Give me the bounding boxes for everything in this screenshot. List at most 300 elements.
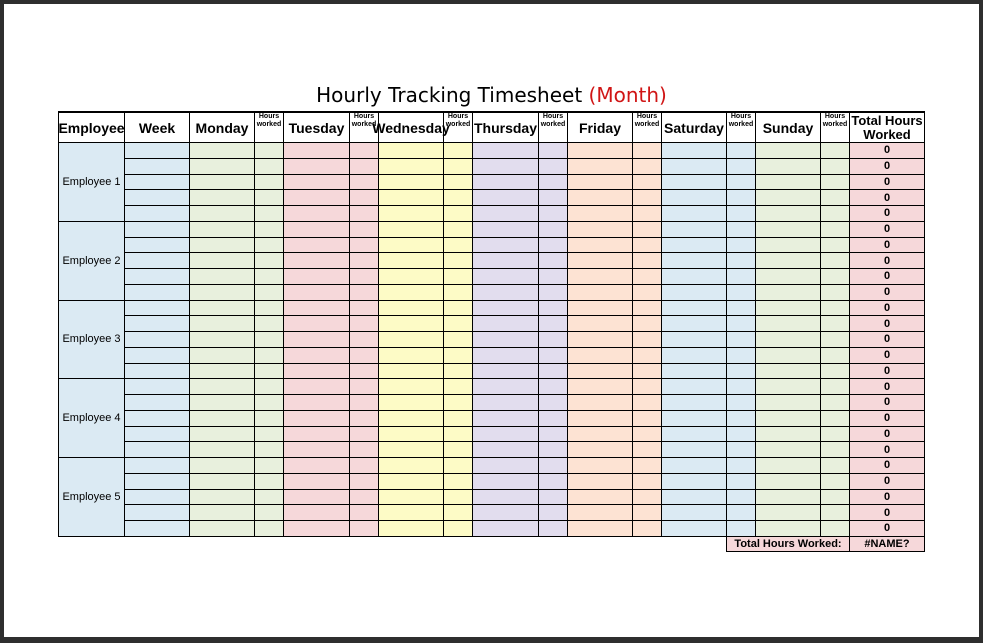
day-entry-cell[interactable]: [189, 520, 254, 536]
hours-cell[interactable]: [632, 457, 661, 473]
hours-cell[interactable]: [726, 268, 755, 284]
hours-cell[interactable]: [820, 347, 849, 363]
hours-cell[interactable]: [632, 221, 661, 237]
hours-cell[interactable]: [632, 174, 661, 190]
day-entry-cell[interactable]: [661, 504, 726, 520]
hours-cell[interactable]: [443, 347, 472, 363]
hours-cell[interactable]: [726, 174, 755, 190]
hours-cell[interactable]: [538, 520, 567, 536]
hours-cell[interactable]: [820, 457, 849, 473]
day-entry-cell[interactable]: [661, 158, 726, 174]
hours-cell[interactable]: [538, 473, 567, 489]
day-entry-cell[interactable]: [472, 426, 538, 442]
hours-cell[interactable]: [632, 142, 661, 158]
day-entry-cell[interactable]: [189, 410, 254, 426]
day-entry-cell[interactable]: [755, 394, 820, 410]
day-entry-cell[interactable]: [755, 205, 820, 221]
day-entry-cell[interactable]: [283, 473, 349, 489]
hours-cell[interactable]: [349, 378, 378, 394]
hours-cell[interactable]: [538, 205, 567, 221]
day-entry-cell[interactable]: [661, 189, 726, 205]
hours-cell[interactable]: [254, 410, 283, 426]
day-entry-cell[interactable]: [472, 457, 538, 473]
day-entry-cell[interactable]: [755, 457, 820, 473]
day-entry-cell[interactable]: [755, 221, 820, 237]
hours-cell[interactable]: [820, 284, 849, 300]
hours-cell[interactable]: [443, 426, 472, 442]
hours-cell[interactable]: [820, 252, 849, 268]
week-cell[interactable]: [124, 158, 189, 174]
day-entry-cell[interactable]: [472, 205, 538, 221]
hours-cell[interactable]: [538, 394, 567, 410]
day-entry-cell[interactable]: [661, 300, 726, 316]
week-cell[interactable]: [124, 174, 189, 190]
hours-cell[interactable]: [726, 142, 755, 158]
hours-cell[interactable]: [538, 300, 567, 316]
day-entry-cell[interactable]: [755, 441, 820, 457]
hours-cell[interactable]: [726, 315, 755, 331]
day-entry-cell[interactable]: [661, 489, 726, 505]
hours-cell[interactable]: [632, 315, 661, 331]
day-entry-cell[interactable]: [755, 237, 820, 253]
day-entry-cell[interactable]: [189, 363, 254, 379]
day-entry-cell[interactable]: [378, 284, 443, 300]
day-entry-cell[interactable]: [378, 520, 443, 536]
hours-cell[interactable]: [443, 394, 472, 410]
hours-cell[interactable]: [820, 315, 849, 331]
hours-cell[interactable]: [820, 473, 849, 489]
day-entry-cell[interactable]: [755, 315, 820, 331]
hours-cell[interactable]: [443, 378, 472, 394]
hours-cell[interactable]: [254, 378, 283, 394]
day-entry-cell[interactable]: [755, 252, 820, 268]
hours-cell[interactable]: [538, 363, 567, 379]
hours-cell[interactable]: [820, 394, 849, 410]
hours-cell[interactable]: [632, 347, 661, 363]
hours-cell[interactable]: [254, 300, 283, 316]
day-entry-cell[interactable]: [661, 284, 726, 300]
hours-cell[interactable]: [349, 426, 378, 442]
week-cell[interactable]: [124, 426, 189, 442]
hours-cell[interactable]: [254, 441, 283, 457]
hours-cell[interactable]: [349, 441, 378, 457]
day-entry-cell[interactable]: [283, 410, 349, 426]
day-entry-cell[interactable]: [472, 300, 538, 316]
week-cell[interactable]: [124, 489, 189, 505]
hours-cell[interactable]: [254, 363, 283, 379]
hours-cell[interactable]: [349, 489, 378, 505]
day-entry-cell[interactable]: [755, 174, 820, 190]
day-entry-cell[interactable]: [567, 221, 632, 237]
hours-cell[interactable]: [632, 237, 661, 253]
day-entry-cell[interactable]: [567, 363, 632, 379]
hours-cell[interactable]: [538, 504, 567, 520]
hours-cell[interactable]: [632, 158, 661, 174]
day-entry-cell[interactable]: [472, 441, 538, 457]
hours-cell[interactable]: [443, 331, 472, 347]
week-cell[interactable]: [124, 189, 189, 205]
day-entry-cell[interactable]: [567, 489, 632, 505]
day-entry-cell[interactable]: [283, 441, 349, 457]
hours-cell[interactable]: [538, 189, 567, 205]
day-entry-cell[interactable]: [661, 315, 726, 331]
week-cell[interactable]: [124, 520, 189, 536]
hours-cell[interactable]: [726, 205, 755, 221]
day-entry-cell[interactable]: [378, 363, 443, 379]
day-entry-cell[interactable]: [189, 237, 254, 253]
day-entry-cell[interactable]: [567, 205, 632, 221]
day-entry-cell[interactable]: [378, 142, 443, 158]
day-entry-cell[interactable]: [567, 410, 632, 426]
hours-cell[interactable]: [349, 315, 378, 331]
hours-cell[interactable]: [254, 473, 283, 489]
day-entry-cell[interactable]: [189, 426, 254, 442]
day-entry-cell[interactable]: [661, 410, 726, 426]
hours-cell[interactable]: [254, 347, 283, 363]
week-cell[interactable]: [124, 394, 189, 410]
week-cell[interactable]: [124, 473, 189, 489]
hours-cell[interactable]: [349, 205, 378, 221]
day-entry-cell[interactable]: [661, 237, 726, 253]
week-cell[interactable]: [124, 363, 189, 379]
day-entry-cell[interactable]: [189, 300, 254, 316]
week-cell[interactable]: [124, 300, 189, 316]
hours-cell[interactable]: [254, 520, 283, 536]
hours-cell[interactable]: [349, 504, 378, 520]
hours-cell[interactable]: [726, 331, 755, 347]
day-entry-cell[interactable]: [755, 520, 820, 536]
week-cell[interactable]: [124, 221, 189, 237]
day-entry-cell[interactable]: [283, 174, 349, 190]
hours-cell[interactable]: [443, 473, 472, 489]
hours-cell[interactable]: [443, 252, 472, 268]
day-entry-cell[interactable]: [472, 237, 538, 253]
day-entry-cell[interactable]: [283, 504, 349, 520]
hours-cell[interactable]: [632, 363, 661, 379]
hours-cell[interactable]: [254, 331, 283, 347]
hours-cell[interactable]: [254, 315, 283, 331]
hours-cell[interactable]: [349, 520, 378, 536]
hours-cell[interactable]: [726, 378, 755, 394]
hours-cell[interactable]: [820, 426, 849, 442]
hours-cell[interactable]: [726, 441, 755, 457]
day-entry-cell[interactable]: [378, 378, 443, 394]
hours-cell[interactable]: [820, 174, 849, 190]
day-entry-cell[interactable]: [472, 347, 538, 363]
hours-cell[interactable]: [538, 347, 567, 363]
day-entry-cell[interactable]: [472, 363, 538, 379]
hours-cell[interactable]: [632, 520, 661, 536]
hours-cell[interactable]: [254, 489, 283, 505]
day-entry-cell[interactable]: [472, 142, 538, 158]
week-cell[interactable]: [124, 410, 189, 426]
hours-cell[interactable]: [349, 268, 378, 284]
hours-cell[interactable]: [254, 268, 283, 284]
hours-cell[interactable]: [349, 347, 378, 363]
hours-cell[interactable]: [820, 189, 849, 205]
hours-cell[interactable]: [254, 158, 283, 174]
hours-cell[interactable]: [820, 410, 849, 426]
hours-cell[interactable]: [349, 457, 378, 473]
day-entry-cell[interactable]: [378, 457, 443, 473]
day-entry-cell[interactable]: [189, 268, 254, 284]
hours-cell[interactable]: [254, 142, 283, 158]
hours-cell[interactable]: [538, 284, 567, 300]
week-cell[interactable]: [124, 378, 189, 394]
week-cell[interactable]: [124, 284, 189, 300]
day-entry-cell[interactable]: [189, 284, 254, 300]
day-entry-cell[interactable]: [283, 315, 349, 331]
hours-cell[interactable]: [820, 221, 849, 237]
hours-cell[interactable]: [820, 142, 849, 158]
hours-cell[interactable]: [538, 158, 567, 174]
hours-cell[interactable]: [349, 252, 378, 268]
day-entry-cell[interactable]: [661, 441, 726, 457]
day-entry-cell[interactable]: [283, 284, 349, 300]
hours-cell[interactable]: [538, 315, 567, 331]
hours-cell[interactable]: [726, 489, 755, 505]
hours-cell[interactable]: [726, 300, 755, 316]
day-entry-cell[interactable]: [472, 331, 538, 347]
day-entry-cell[interactable]: [189, 252, 254, 268]
day-entry-cell[interactable]: [755, 189, 820, 205]
day-entry-cell[interactable]: [472, 174, 538, 190]
week-cell[interactable]: [124, 252, 189, 268]
week-cell[interactable]: [124, 331, 189, 347]
hours-cell[interactable]: [443, 315, 472, 331]
day-entry-cell[interactable]: [755, 268, 820, 284]
day-entry-cell[interactable]: [661, 174, 726, 190]
hours-cell[interactable]: [443, 189, 472, 205]
day-entry-cell[interactable]: [283, 142, 349, 158]
day-entry-cell[interactable]: [283, 378, 349, 394]
day-entry-cell[interactable]: [472, 284, 538, 300]
hours-cell[interactable]: [726, 457, 755, 473]
day-entry-cell[interactable]: [567, 426, 632, 442]
day-entry-cell[interactable]: [661, 473, 726, 489]
day-entry-cell[interactable]: [567, 520, 632, 536]
day-entry-cell[interactable]: [567, 315, 632, 331]
day-entry-cell[interactable]: [661, 221, 726, 237]
day-entry-cell[interactable]: [755, 347, 820, 363]
hours-cell[interactable]: [254, 237, 283, 253]
day-entry-cell[interactable]: [189, 221, 254, 237]
day-entry-cell[interactable]: [378, 504, 443, 520]
day-entry-cell[interactable]: [472, 378, 538, 394]
hours-cell[interactable]: [538, 142, 567, 158]
week-cell[interactable]: [124, 237, 189, 253]
hours-cell[interactable]: [632, 205, 661, 221]
day-entry-cell[interactable]: [472, 504, 538, 520]
day-entry-cell[interactable]: [189, 189, 254, 205]
hours-cell[interactable]: [443, 158, 472, 174]
hours-cell[interactable]: [632, 252, 661, 268]
hours-cell[interactable]: [820, 331, 849, 347]
day-entry-cell[interactable]: [378, 252, 443, 268]
week-cell[interactable]: [124, 315, 189, 331]
day-entry-cell[interactable]: [189, 504, 254, 520]
day-entry-cell[interactable]: [472, 410, 538, 426]
day-entry-cell[interactable]: [378, 221, 443, 237]
hours-cell[interactable]: [632, 378, 661, 394]
hours-cell[interactable]: [726, 237, 755, 253]
week-cell[interactable]: [124, 268, 189, 284]
hours-cell[interactable]: [726, 284, 755, 300]
day-entry-cell[interactable]: [283, 457, 349, 473]
hours-cell[interactable]: [820, 268, 849, 284]
week-cell[interactable]: [124, 205, 189, 221]
day-entry-cell[interactable]: [283, 268, 349, 284]
hours-cell[interactable]: [443, 441, 472, 457]
hours-cell[interactable]: [349, 174, 378, 190]
day-entry-cell[interactable]: [567, 347, 632, 363]
hours-cell[interactable]: [632, 331, 661, 347]
day-entry-cell[interactable]: [567, 237, 632, 253]
hours-cell[interactable]: [443, 205, 472, 221]
hours-cell[interactable]: [443, 174, 472, 190]
day-entry-cell[interactable]: [661, 142, 726, 158]
day-entry-cell[interactable]: [378, 410, 443, 426]
day-entry-cell[interactable]: [567, 189, 632, 205]
day-entry-cell[interactable]: [189, 174, 254, 190]
hours-cell[interactable]: [443, 520, 472, 536]
day-entry-cell[interactable]: [378, 268, 443, 284]
hours-cell[interactable]: [254, 284, 283, 300]
hours-cell[interactable]: [726, 252, 755, 268]
day-entry-cell[interactable]: [755, 158, 820, 174]
hours-cell[interactable]: [726, 410, 755, 426]
hours-cell[interactable]: [443, 410, 472, 426]
hours-cell[interactable]: [254, 426, 283, 442]
hours-cell[interactable]: [254, 205, 283, 221]
hours-cell[interactable]: [349, 158, 378, 174]
day-entry-cell[interactable]: [755, 142, 820, 158]
day-entry-cell[interactable]: [567, 142, 632, 158]
day-entry-cell[interactable]: [472, 158, 538, 174]
hours-cell[interactable]: [538, 457, 567, 473]
day-entry-cell[interactable]: [283, 520, 349, 536]
hours-cell[interactable]: [632, 473, 661, 489]
hours-cell[interactable]: [254, 457, 283, 473]
hours-cell[interactable]: [632, 410, 661, 426]
day-entry-cell[interactable]: [755, 378, 820, 394]
hours-cell[interactable]: [349, 142, 378, 158]
day-entry-cell[interactable]: [189, 473, 254, 489]
hours-cell[interactable]: [349, 410, 378, 426]
day-entry-cell[interactable]: [661, 426, 726, 442]
hours-cell[interactable]: [820, 205, 849, 221]
hours-cell[interactable]: [726, 473, 755, 489]
hours-cell[interactable]: [538, 237, 567, 253]
day-entry-cell[interactable]: [283, 347, 349, 363]
hours-cell[interactable]: [443, 237, 472, 253]
day-entry-cell[interactable]: [378, 441, 443, 457]
hours-cell[interactable]: [538, 331, 567, 347]
day-entry-cell[interactable]: [661, 363, 726, 379]
day-entry-cell[interactable]: [661, 347, 726, 363]
hours-cell[interactable]: [726, 504, 755, 520]
hours-cell[interactable]: [726, 347, 755, 363]
day-entry-cell[interactable]: [283, 158, 349, 174]
day-entry-cell[interactable]: [567, 268, 632, 284]
hours-cell[interactable]: [726, 221, 755, 237]
hours-cell[interactable]: [632, 284, 661, 300]
day-entry-cell[interactable]: [567, 300, 632, 316]
hours-cell[interactable]: [538, 489, 567, 505]
hours-cell[interactable]: [632, 394, 661, 410]
day-entry-cell[interactable]: [755, 363, 820, 379]
hours-cell[interactable]: [538, 426, 567, 442]
day-entry-cell[interactable]: [755, 331, 820, 347]
day-entry-cell[interactable]: [189, 394, 254, 410]
hours-cell[interactable]: [820, 520, 849, 536]
hours-cell[interactable]: [632, 426, 661, 442]
hours-cell[interactable]: [726, 189, 755, 205]
week-cell[interactable]: [124, 457, 189, 473]
day-entry-cell[interactable]: [661, 205, 726, 221]
day-entry-cell[interactable]: [283, 221, 349, 237]
day-entry-cell[interactable]: [472, 520, 538, 536]
day-entry-cell[interactable]: [189, 347, 254, 363]
hours-cell[interactable]: [726, 394, 755, 410]
day-entry-cell[interactable]: [378, 347, 443, 363]
day-entry-cell[interactable]: [283, 300, 349, 316]
hours-cell[interactable]: [820, 504, 849, 520]
day-entry-cell[interactable]: [567, 504, 632, 520]
hours-cell[interactable]: [538, 252, 567, 268]
day-entry-cell[interactable]: [755, 300, 820, 316]
day-entry-cell[interactable]: [567, 284, 632, 300]
day-entry-cell[interactable]: [661, 331, 726, 347]
day-entry-cell[interactable]: [567, 394, 632, 410]
hours-cell[interactable]: [443, 489, 472, 505]
day-entry-cell[interactable]: [661, 520, 726, 536]
hours-cell[interactable]: [254, 174, 283, 190]
hours-cell[interactable]: [443, 142, 472, 158]
hours-cell[interactable]: [254, 189, 283, 205]
day-entry-cell[interactable]: [472, 394, 538, 410]
hours-cell[interactable]: [632, 189, 661, 205]
day-entry-cell[interactable]: [189, 158, 254, 174]
day-entry-cell[interactable]: [661, 378, 726, 394]
hours-cell[interactable]: [820, 363, 849, 379]
hours-cell[interactable]: [538, 221, 567, 237]
hours-cell[interactable]: [632, 441, 661, 457]
day-entry-cell[interactable]: [189, 441, 254, 457]
day-entry-cell[interactable]: [189, 378, 254, 394]
hours-cell[interactable]: [632, 300, 661, 316]
hours-cell[interactable]: [349, 394, 378, 410]
day-entry-cell[interactable]: [189, 315, 254, 331]
day-entry-cell[interactable]: [755, 473, 820, 489]
day-entry-cell[interactable]: [378, 174, 443, 190]
hours-cell[interactable]: [254, 504, 283, 520]
day-entry-cell[interactable]: [567, 252, 632, 268]
hours-cell[interactable]: [820, 237, 849, 253]
day-entry-cell[interactable]: [189, 331, 254, 347]
day-entry-cell[interactable]: [755, 410, 820, 426]
day-entry-cell[interactable]: [189, 205, 254, 221]
hours-cell[interactable]: [443, 457, 472, 473]
week-cell[interactable]: [124, 441, 189, 457]
hours-cell[interactable]: [254, 252, 283, 268]
day-entry-cell[interactable]: [378, 300, 443, 316]
day-entry-cell[interactable]: [567, 457, 632, 473]
hours-cell[interactable]: [443, 363, 472, 379]
hours-cell[interactable]: [538, 174, 567, 190]
day-entry-cell[interactable]: [472, 489, 538, 505]
day-entry-cell[interactable]: [378, 331, 443, 347]
